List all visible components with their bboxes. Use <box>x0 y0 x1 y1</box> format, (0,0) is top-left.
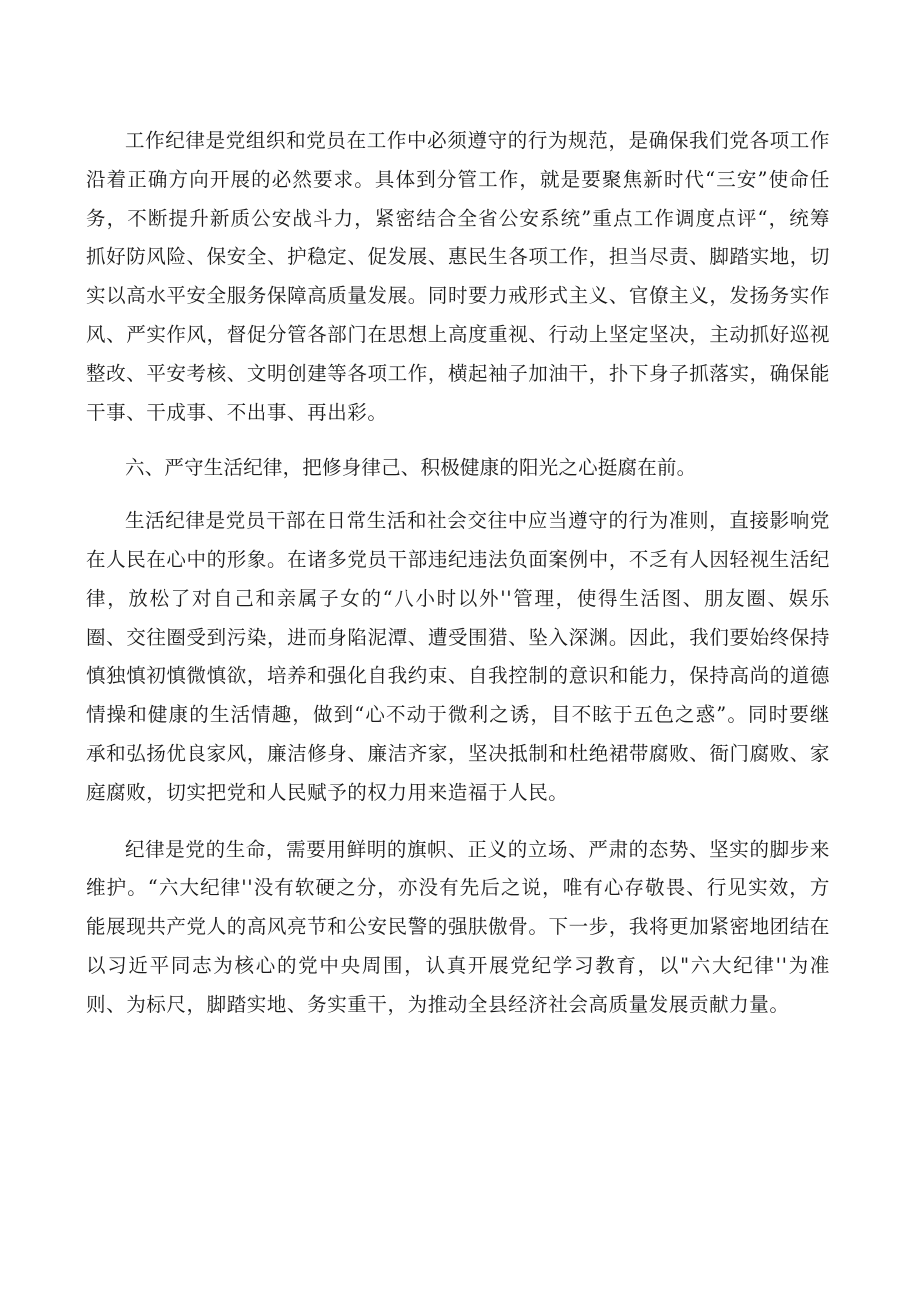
paragraph-gap <box>86 813 830 831</box>
paragraph-conclusion: 纪律是党的生命，需要用鲜明的旗帜、正义的立场、严肃的态势、坚实的脚步来维护。“六大纪律''没有软硬之分，亦没有先后之说，唯有心存敬畏、行见实效，方能展现共产党人的高风亮节和公安民警的强肤傲骨。下一步，我将更加紧密地团结在以习近平同志为核心的党中央周围，认真开展党纪学习教育，以"六大纪律''为准则、为标尺，脚踏实地、务实重干，为推动全县经济社会高质量发展贡献力量。 <box>86 837 830 1016</box>
paragraph-gap <box>86 488 830 502</box>
section-heading-life-discipline: 六、严守生活纪律，把修身律己、积极健康的阳光之心挺腐在前。 <box>125 456 697 480</box>
paragraph-gap <box>86 432 830 449</box>
paragraph-life-discipline: 生活纪律是党员干部在日常生活和社会交往中应当遵守的行为准则，直接影响党在人民在心中的形象。在诸多党员干部违纪违法负面案例中，不乏有人因轻视生活纪律，放松了对自己和亲属子女的“八小时以外''管理，使得生活图、朋友圈、娱乐圈、交往圈受到污染，进而身陷泥潭、遭受围猎、坠入深渊。因此，我们要始终保持慎独慎初慎微慎欲，培养和强化自我约束、自我控制的意识和能力，保持高尚的道德情操和健康的生活情趣，做到“心不动于微利之诱，目不眩于五色之惑”。同时要继承和弘扬优良家风，廉洁修身、廉洁齐家，坚决抵制和杜绝裙带腐败、衙门腐败、家庭腐败，切实把党和人民赋予的权力用来造福于人民。 <box>86 509 830 804</box>
paragraph-work-discipline: 工作纪律是党组织和党员在工作中必须遵守的行为规范，是确保我们党各项工作沿着正确方向开展的必然要求。具体到分管工作，就是要聚焦新时代“三安”使命任务，不断提升新质公安战斗力，紧密结合全省公安系统”重点工作调度点评“，统筹抓好防风险、保安全、护稳定、促发展、惠民生各项工作，担当尽责、脚踏实地，切实以高水平安全服务保障高质量发展。同时要力戒形式主义、官僚主义，发扬务实作风、严实作风，督促分管各部门在思想上高度重视、行动上坚定坚决，主动抓好巡视整改、平安考核、文明创建等各项工作，横起袖子加油干，扑下身子抓落实，确保能干事、干成事、不出事、再出彩。 <box>86 129 830 424</box>
document-body <box>86 122 830 1025</box>
